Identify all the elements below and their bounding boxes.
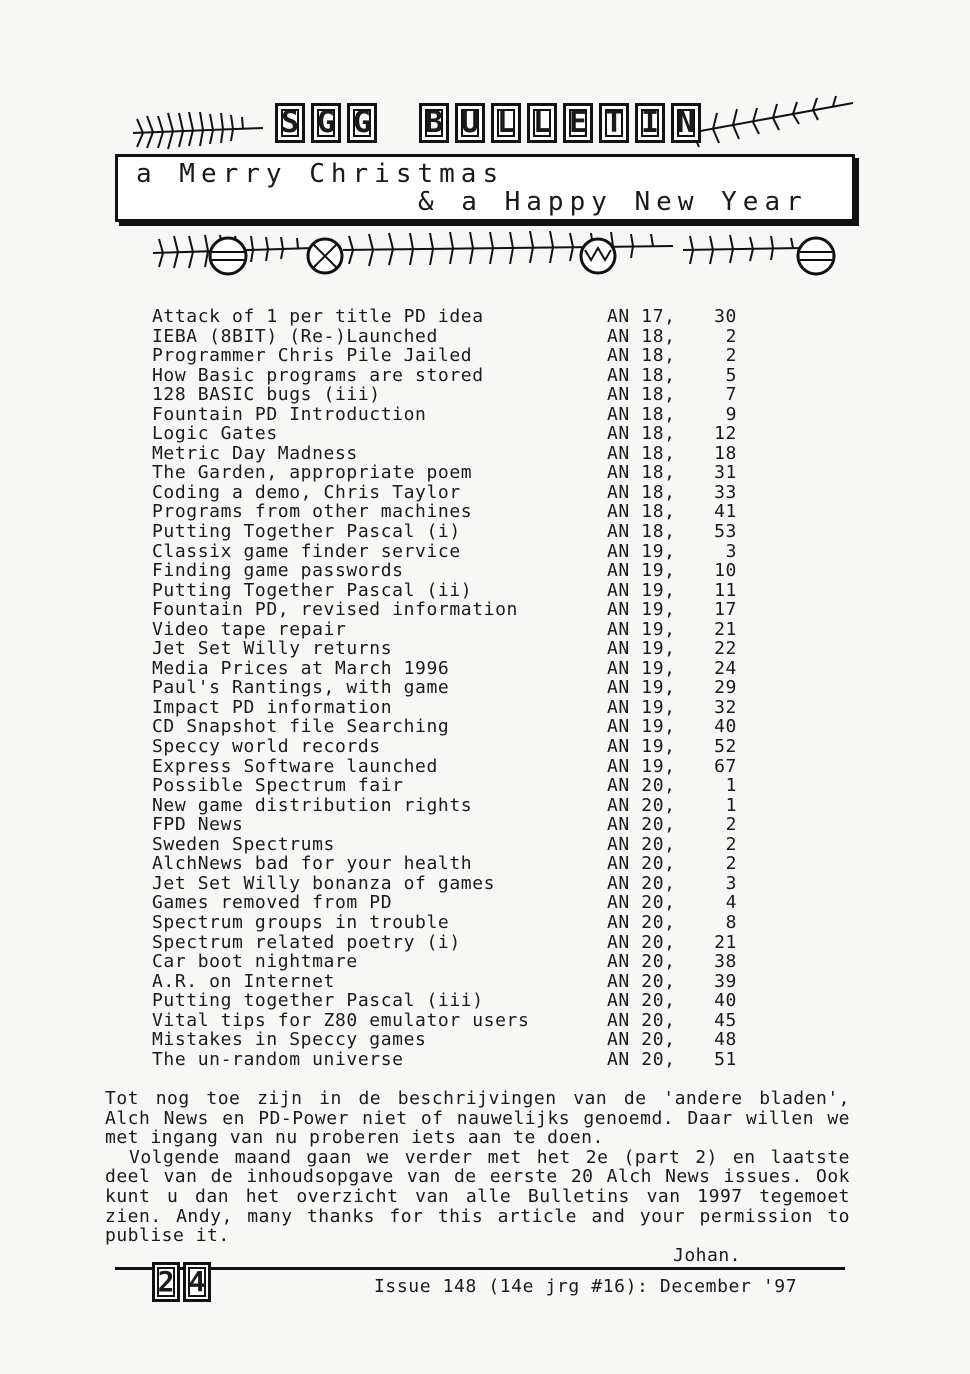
magazine-issue: AN 18, [607, 384, 676, 406]
page-number-ref: 30 [714, 306, 737, 327]
contents-row [152, 737, 752, 757]
contents-row [152, 952, 752, 972]
contents-row [152, 405, 752, 425]
magazine-issue: AN 20, [607, 814, 676, 836]
article-title: Logic Gates [152, 423, 278, 445]
page-number-ref: 11 [714, 579, 737, 601]
page-number-ref: 40 [714, 716, 737, 738]
footer-rule [115, 1267, 845, 1270]
article-title: Express Software launched [152, 755, 438, 777]
magazine-issue: AN 19, [607, 579, 676, 601]
page-number-ref: 24 [714, 657, 737, 679]
article-title: The Garden, appropriate poem [152, 462, 473, 484]
article-title: Sweden Spectrums [152, 833, 335, 855]
bulletin-banner [113, 88, 858, 283]
magazine-issue: AN 18, [607, 325, 676, 347]
page-number-ref: 2 [725, 814, 737, 836]
page-number-ref: 3 [725, 540, 737, 562]
greeting-happy-new-year: & a Happy New Year [418, 187, 808, 217]
magazine-issue: AN 19, [607, 736, 676, 758]
magazine-issue: AN 18, [607, 462, 676, 484]
magazine-issue: AN 20, [607, 775, 676, 797]
article-title: Mistakes in Speccy games [152, 1029, 427, 1051]
article-title: Paul's Rantings, with game [152, 677, 450, 699]
greeting-merry-christmas: a Merry Christmas [136, 159, 505, 189]
contents-row [152, 385, 752, 405]
magazine-issue: AN 19, [607, 657, 676, 679]
contents-row [152, 581, 752, 601]
contents-row [152, 1011, 752, 1031]
contents-row [152, 327, 752, 347]
article-title: CD Snapshot file Searching [152, 716, 450, 738]
magazine-issue: AN 20, [607, 872, 676, 894]
magazine-issue: AN 20, [607, 853, 676, 875]
contents-list [152, 307, 752, 1069]
issue-info: Issue 148 (14e jrg #16): December '97 [374, 1276, 798, 1297]
page-number-ref: 1 [725, 775, 737, 797]
page-number-ref: 52 [714, 736, 737, 758]
contents-row [152, 972, 752, 992]
contents-row [152, 463, 752, 483]
magazine-issue: AN 17, [607, 306, 676, 327]
article-title: Putting together Pascal (iii) [152, 990, 484, 1012]
contents-row [152, 600, 752, 620]
page-number-ref: 38 [714, 951, 737, 973]
article-title: 128 BASIC bugs (iii) [152, 384, 381, 406]
title-letter: S [275, 103, 305, 143]
magazine-issue: AN 19, [607, 696, 676, 718]
title-letter: G [347, 103, 377, 143]
magazine-issue: AN 18, [607, 501, 676, 523]
contents-row [152, 561, 752, 581]
page-number-ref: 7 [725, 384, 737, 406]
page-number-ref: 41 [714, 501, 737, 523]
magazine-issue: AN 18, [607, 481, 676, 503]
page-number-ref: 32 [714, 696, 737, 718]
contents-row [152, 776, 752, 796]
article-title: Classix game finder service [152, 540, 461, 562]
greeting-box [115, 154, 855, 222]
article-title: Finding game passwords [152, 560, 404, 582]
contents-row [152, 483, 752, 503]
contents-row [152, 913, 752, 933]
page-number-ref: 31 [714, 462, 737, 484]
page-number-ref: 5 [725, 364, 737, 386]
magazine-issue: AN 19, [607, 677, 676, 699]
article-title: Vital tips for Z80 emulator users [152, 1009, 530, 1031]
contents-row [152, 717, 752, 737]
contents-row [152, 444, 752, 464]
magazine-issue: AN 19, [607, 560, 676, 582]
title-letter: I [635, 103, 665, 143]
article-text [105, 1089, 850, 1265]
page-number-ref: 22 [714, 638, 737, 660]
article-title: Games removed from PD [152, 892, 393, 914]
page-number-ref: 21 [714, 618, 737, 640]
magazine-issue: AN 18, [607, 364, 676, 386]
contents-row [152, 366, 752, 386]
contents-row [152, 502, 752, 522]
magazine-issue: AN 20, [607, 990, 676, 1012]
article-title: Metric Day Madness [152, 442, 358, 464]
article-title: The un-random universe [152, 1048, 404, 1070]
article-title: Car boot nightmare [152, 951, 358, 973]
magazine-issue: AN 20, [607, 951, 676, 973]
bulletin-title [275, 100, 701, 146]
article-title: Speccy world records [152, 736, 381, 758]
page-number-ref: 1 [725, 794, 737, 816]
title-letter: N [671, 103, 701, 143]
page-number-ref: 10 [714, 560, 737, 582]
article-title: Programs from other machines [152, 501, 473, 523]
page-number-ref: 9 [725, 403, 737, 425]
title-letter: E [563, 103, 593, 143]
magazine-issue: AN 18, [607, 345, 676, 367]
contents-row [152, 796, 752, 816]
contents-row [152, 991, 752, 1011]
contents-row [152, 522, 752, 542]
magazine-issue: AN 20, [607, 911, 676, 933]
page-number-ref: 40 [714, 990, 737, 1012]
magazine-issue: AN 20, [607, 833, 676, 855]
article-title: Jet Set Willy returns [152, 638, 393, 660]
contents-row [152, 659, 752, 679]
contents-row [152, 854, 752, 874]
contents-row [152, 307, 752, 327]
article-title: Media Prices at March 1996 [152, 657, 450, 679]
contents-row [152, 757, 752, 777]
contents-row [152, 346, 752, 366]
article-title: Spectrum groups in trouble [152, 911, 450, 933]
page-number-ref: 18 [714, 442, 737, 464]
title-letter: B [419, 103, 449, 143]
title-letter: G [311, 103, 341, 143]
page-number-ref: 33 [714, 481, 737, 503]
page-number-ref: 67 [714, 755, 737, 777]
magazine-issue: AN 19, [607, 755, 676, 777]
page-number-ref: 45 [714, 1009, 737, 1031]
article-title: Putting Together Pascal (i) [152, 521, 461, 543]
page-number-ref: 2 [725, 345, 737, 367]
article-title: Attack of 1 per title PD idea [152, 306, 484, 327]
contents-row [152, 639, 752, 659]
contents-row [152, 933, 752, 953]
magazine-issue: AN 19, [607, 716, 676, 738]
article-title: FPD News [152, 814, 244, 836]
page-number-ref: 2 [725, 833, 737, 855]
contents-row [152, 1030, 752, 1050]
page-number-ref: 4 [725, 892, 737, 914]
magazine-issue: AN 18, [607, 403, 676, 425]
article-title: New game distribution rights [152, 794, 473, 816]
article-title: Jet Set Willy bonanza of games [152, 872, 496, 894]
contents-row [152, 678, 752, 698]
magazine-issue: AN 19, [607, 638, 676, 660]
page-number-ref: 17 [714, 599, 737, 621]
magazine-issue: AN 18, [607, 423, 676, 445]
page-number-ref: 2 [725, 325, 737, 347]
magazine-issue: AN 20, [607, 1009, 676, 1031]
magazine-issue: AN 20, [607, 931, 676, 953]
article-title: Programmer Chris Pile Jailed [152, 345, 473, 367]
title-letter: L [527, 103, 557, 143]
article-title: IEBA (8BIT) (Re-)Launched [152, 325, 438, 347]
article-title: Putting Together Pascal (ii) [152, 579, 473, 601]
article-title: Fountain PD, revised information [152, 599, 518, 621]
magazine-issue: AN 19, [607, 618, 676, 640]
title-letter: L [491, 103, 521, 143]
article-title: Fountain PD Introduction [152, 403, 427, 425]
page-number-ref: 3 [725, 872, 737, 894]
magazine-issue: AN 20, [607, 1029, 676, 1051]
contents-row [152, 874, 752, 894]
article-title: A.R. on Internet [152, 970, 335, 992]
page-number-ref: 29 [714, 677, 737, 699]
article-title: Impact PD information [152, 696, 393, 718]
page-number [152, 1262, 211, 1302]
title-letter: U [455, 103, 485, 143]
page-digit: 4 [183, 1262, 211, 1302]
page-number-ref: 2 [725, 853, 737, 875]
page-number-ref: 8 [725, 911, 737, 933]
contents-row [152, 1050, 752, 1070]
contents-row [152, 815, 752, 835]
contents-row [152, 893, 752, 913]
contents-row [152, 698, 752, 718]
article-title: Coding a demo, Chris Taylor [152, 481, 461, 503]
article-title: Spectrum related poetry (i) [152, 931, 461, 953]
signature: Johan. [673, 1244, 742, 1266]
magazine-issue: AN 20, [607, 970, 676, 992]
magazine-issue: AN 18, [607, 442, 676, 464]
magazine-issue: AN 18, [607, 521, 676, 543]
page-number-ref: 12 [714, 423, 737, 445]
article-title: Possible Spectrum fair [152, 775, 404, 797]
contents-row [152, 424, 752, 444]
magazine-issue: AN 20, [607, 794, 676, 816]
article-title: How Basic programs are stored [152, 364, 484, 386]
contents-row [152, 835, 752, 855]
page-number-ref: 48 [714, 1029, 737, 1051]
contents-row [152, 542, 752, 562]
magazine-issue: AN 20, [607, 892, 676, 914]
paragraph-next-month: Volgende maand gaan we verder met het 2e (part 2) en laatste deel van de inhoudsopgave van de eerste 20 Alch News issues. Ook kunt u dan het overzicht van alle Bulletins van 1997 tegemoet zien. Andy, many thanks for this article and your permission to publise it. [105, 1146, 850, 1247]
article-title: Video tape repair [152, 618, 347, 640]
magazine-issue: AN 19, [607, 599, 676, 621]
page-number-ref: 53 [714, 521, 737, 543]
magazine-issue: AN 20, [607, 1048, 676, 1070]
page-number-ref: 51 [714, 1048, 737, 1070]
article-title: AlchNews bad for your health [152, 853, 473, 875]
page-digit: 2 [152, 1262, 180, 1302]
contents-row [152, 620, 752, 640]
page-number-ref: 21 [714, 931, 737, 953]
page-number-ref: 39 [714, 970, 737, 992]
title-letter: T [599, 103, 629, 143]
paragraph-intro: Tot nog toe zijn in de beschrijvingen van de 'andere bladen', Alch News en PD-Power niet of nauwelijks genoemd. Daar willen we met ingang van nu proberen iets aan te doen. [105, 1088, 850, 1149]
magazine-issue: AN 19, [607, 540, 676, 562]
